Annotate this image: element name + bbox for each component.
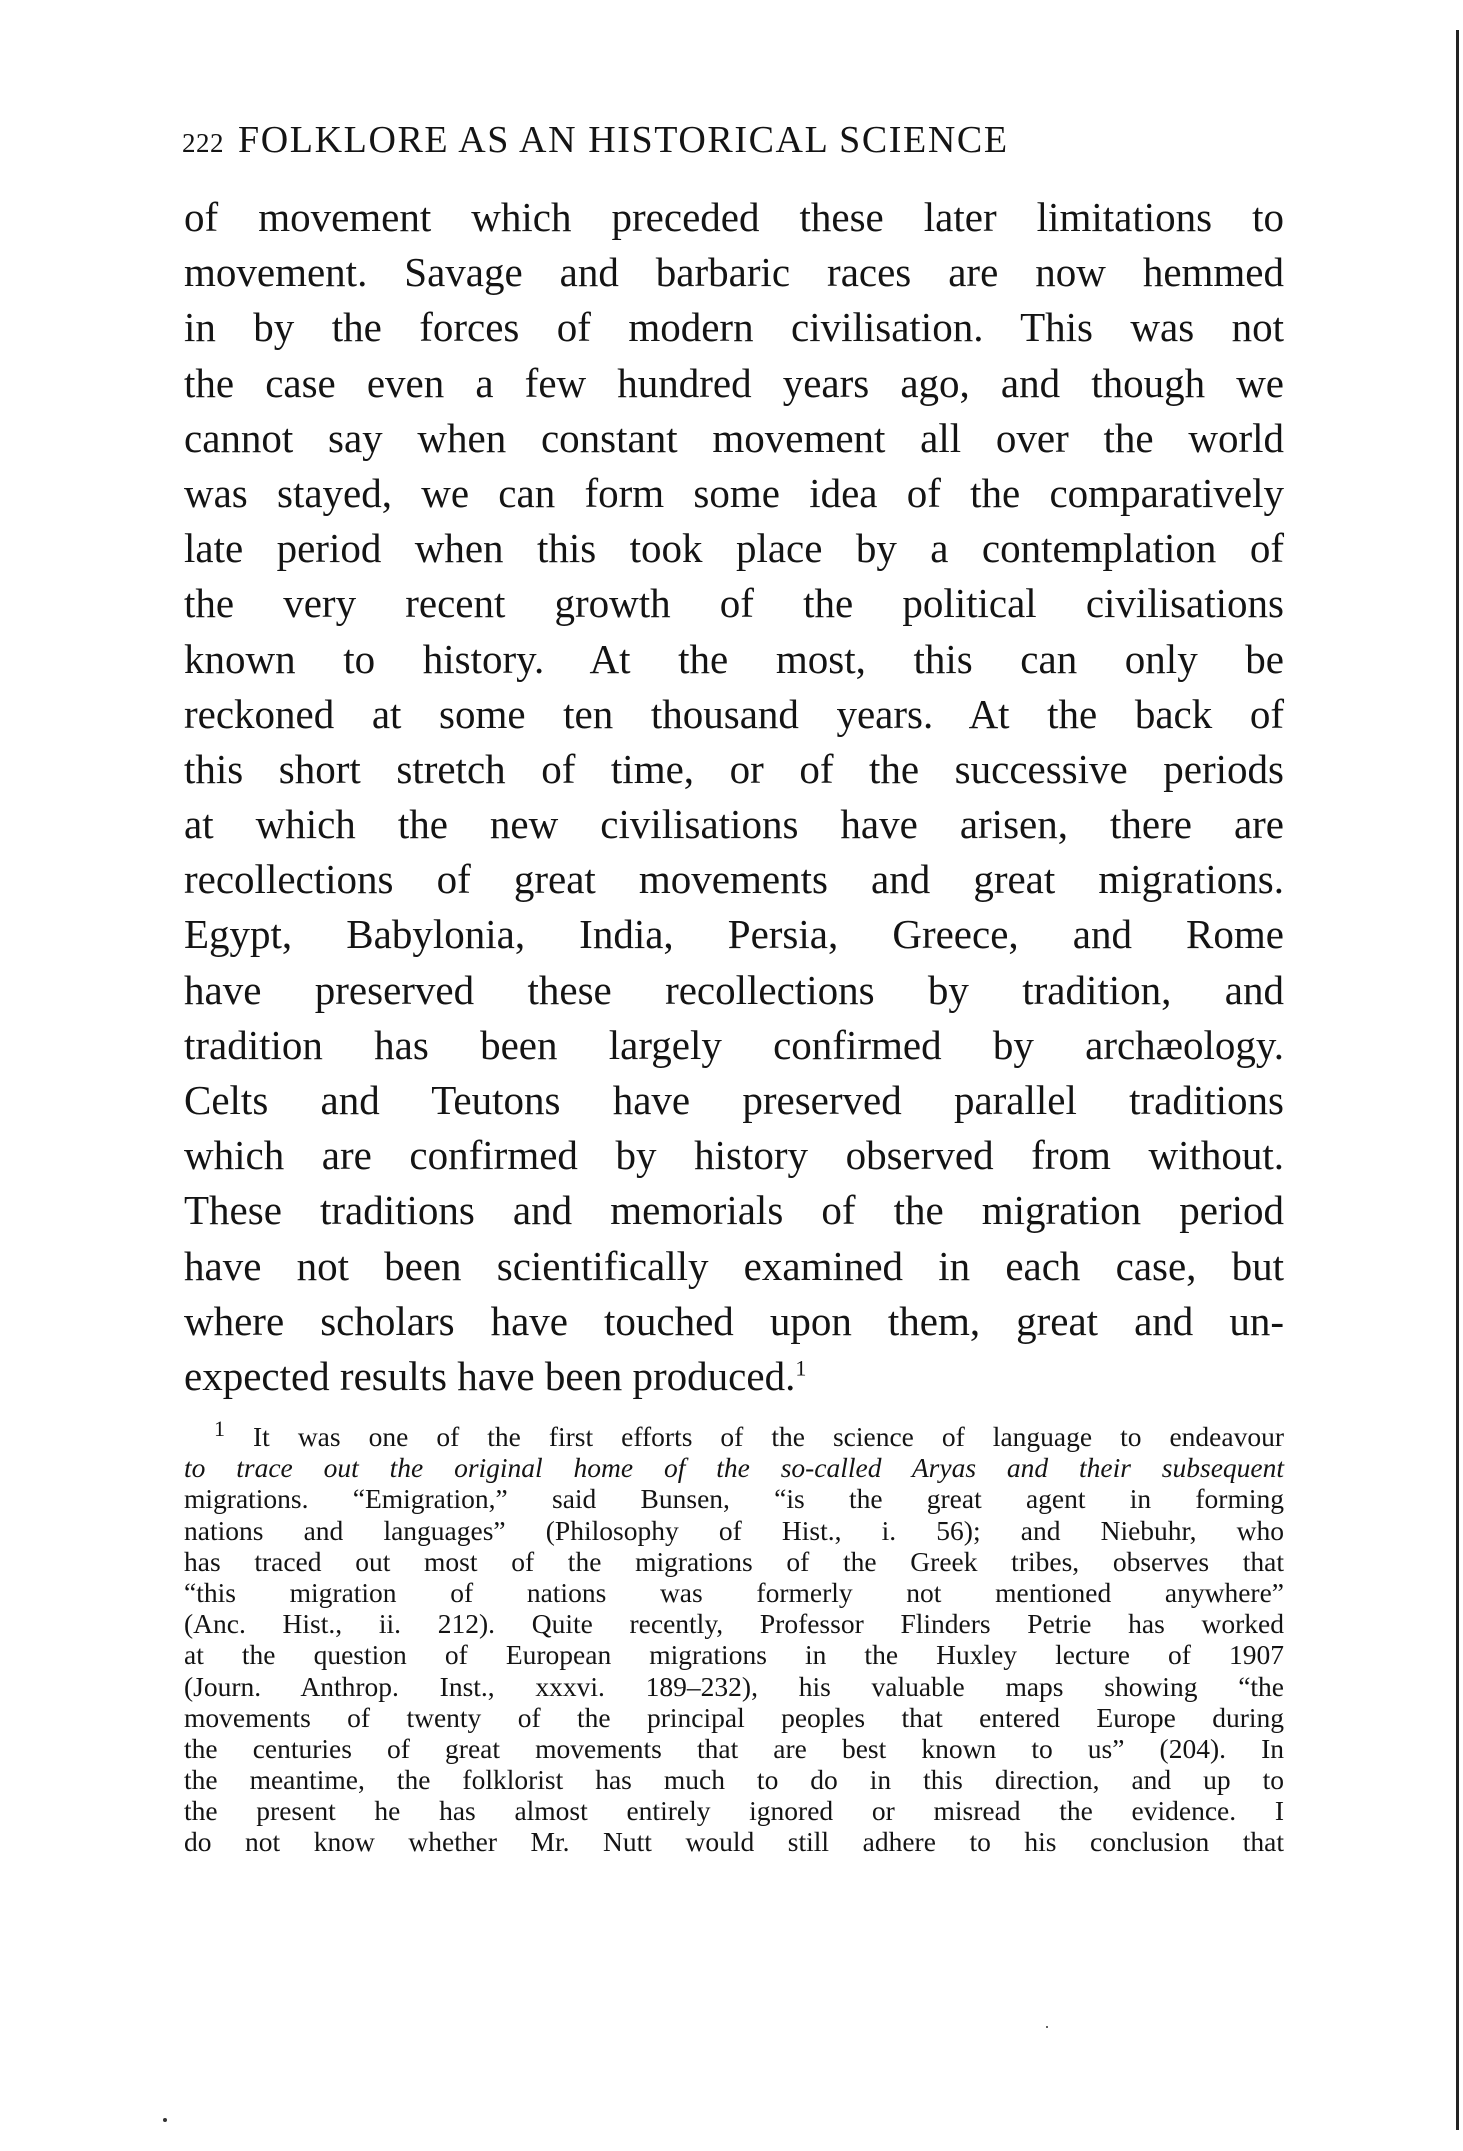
footnote-line: $^1$ It was one of the first efforts of the science of language to endeavour — [214, 1415, 1284, 1452]
footnote-line: the centuries of great movements that are best known to us” (204). In — [184, 1732, 1284, 1764]
scan-speck — [1046, 2026, 1048, 2028]
footnote-line: to trace out the original home of the so-called Aryas and their subsequent — [184, 1452, 1284, 1484]
footnote-marker: 1 — [214, 1415, 225, 1441]
scan-speck — [163, 2118, 167, 2122]
body-line-last — [184, 1349, 1284, 1404]
body-line: late period when this took place by a contemplation of — [184, 525, 1284, 572]
footnote-reference: 1 — [795, 1355, 807, 1381]
body-line: was stayed, we can form some idea of the comparatively — [184, 469, 1284, 516]
body-line: tradition has been largely confirmed by archæology. — [184, 1021, 1284, 1068]
footnote-line: (Anc. Hist., ii. 212). Quite recently, Professor Flinders Petrie has worked — [184, 1608, 1284, 1640]
body-line: of movement which preceded these later limitations to — [184, 194, 1284, 240]
footnote-line: the meantime, the folklorist has much to do in this direction, and up to — [184, 1764, 1284, 1796]
footnote-line: do not know whether Mr. Nutt would still adhere to his conclusion that — [184, 1826, 1284, 1858]
body-line: reckoned at some ten thousand years. At the back of — [184, 690, 1284, 737]
body-line: movement. Savage and barbaric races are now hemmed — [184, 249, 1284, 296]
body-line: These traditions and memorials of the migration period — [184, 1187, 1284, 1234]
running-head-title: FOLKLORE AS AN HISTORICAL SCIENCE — [238, 119, 1009, 161]
scan-edge-line — [1456, 30, 1459, 2130]
body-line: which are confirmed by history observed from without. — [184, 1132, 1284, 1179]
footnote-line: nations and languages” (Philosophy of Hist., i. 56); and Niebuhr, who — [184, 1514, 1284, 1546]
main-text-block — [184, 190, 1284, 1404]
body-line: recollections of great movements and great migrations. — [184, 856, 1284, 903]
footnote-line: the present he has almost entirely ignored or misread the evidence. I — [184, 1795, 1284, 1827]
body-line: known to history. At the most, this can only be — [184, 635, 1284, 682]
footnote-line: (Journ. Anthrop. Inst., xxxvi. 189–232), his valuable maps showing “the — [184, 1670, 1284, 1702]
body-line: where scholars have touched upon them, great and un- — [184, 1297, 1284, 1344]
footnote-line: at the question of European migrations in the Huxley lecture of 1907 — [184, 1639, 1284, 1671]
body-line: this short stretch of time, or of the successive periods — [184, 745, 1284, 792]
body-line: Celts and Teutons have preserved parallel traditions — [184, 1077, 1284, 1123]
footnote-block — [184, 1415, 1284, 1858]
footnote-line: has traced out most of the migrations of the Greek tribes, observes that — [184, 1545, 1284, 1577]
body-line: the very recent growth of the political civilisations — [184, 580, 1284, 627]
body-line: have not been scientifically examined in each case, but — [184, 1242, 1284, 1289]
footnote-line: “this migration of nations was formerly not mentioned anywhere” — [184, 1576, 1284, 1608]
body-line-text: expected results have been produced. — [184, 1352, 796, 1399]
running-header — [182, 118, 1292, 162]
footnote-line: movements of twenty of the principal peoples that entered Europe during — [184, 1701, 1284, 1733]
body-line: at which the new civilisations have arisen, there are — [184, 801, 1284, 848]
body-line: have preserved these recollections by tradition, and — [184, 966, 1284, 1013]
page-number: 222 — [182, 128, 224, 158]
body-line: the case even a few hundred years ago, and though we — [184, 359, 1284, 406]
body-line: Egypt, Babylonia, India, Persia, Greece, and Rome — [184, 911, 1284, 958]
footnote-line: migrations. “Emigration,” said Bunsen, “is the great agent in forming — [184, 1483, 1284, 1515]
body-line: in by the forces of modern civilisation. This was not — [184, 304, 1284, 351]
body-line: cannot say when constant movement all over the world — [184, 414, 1284, 461]
